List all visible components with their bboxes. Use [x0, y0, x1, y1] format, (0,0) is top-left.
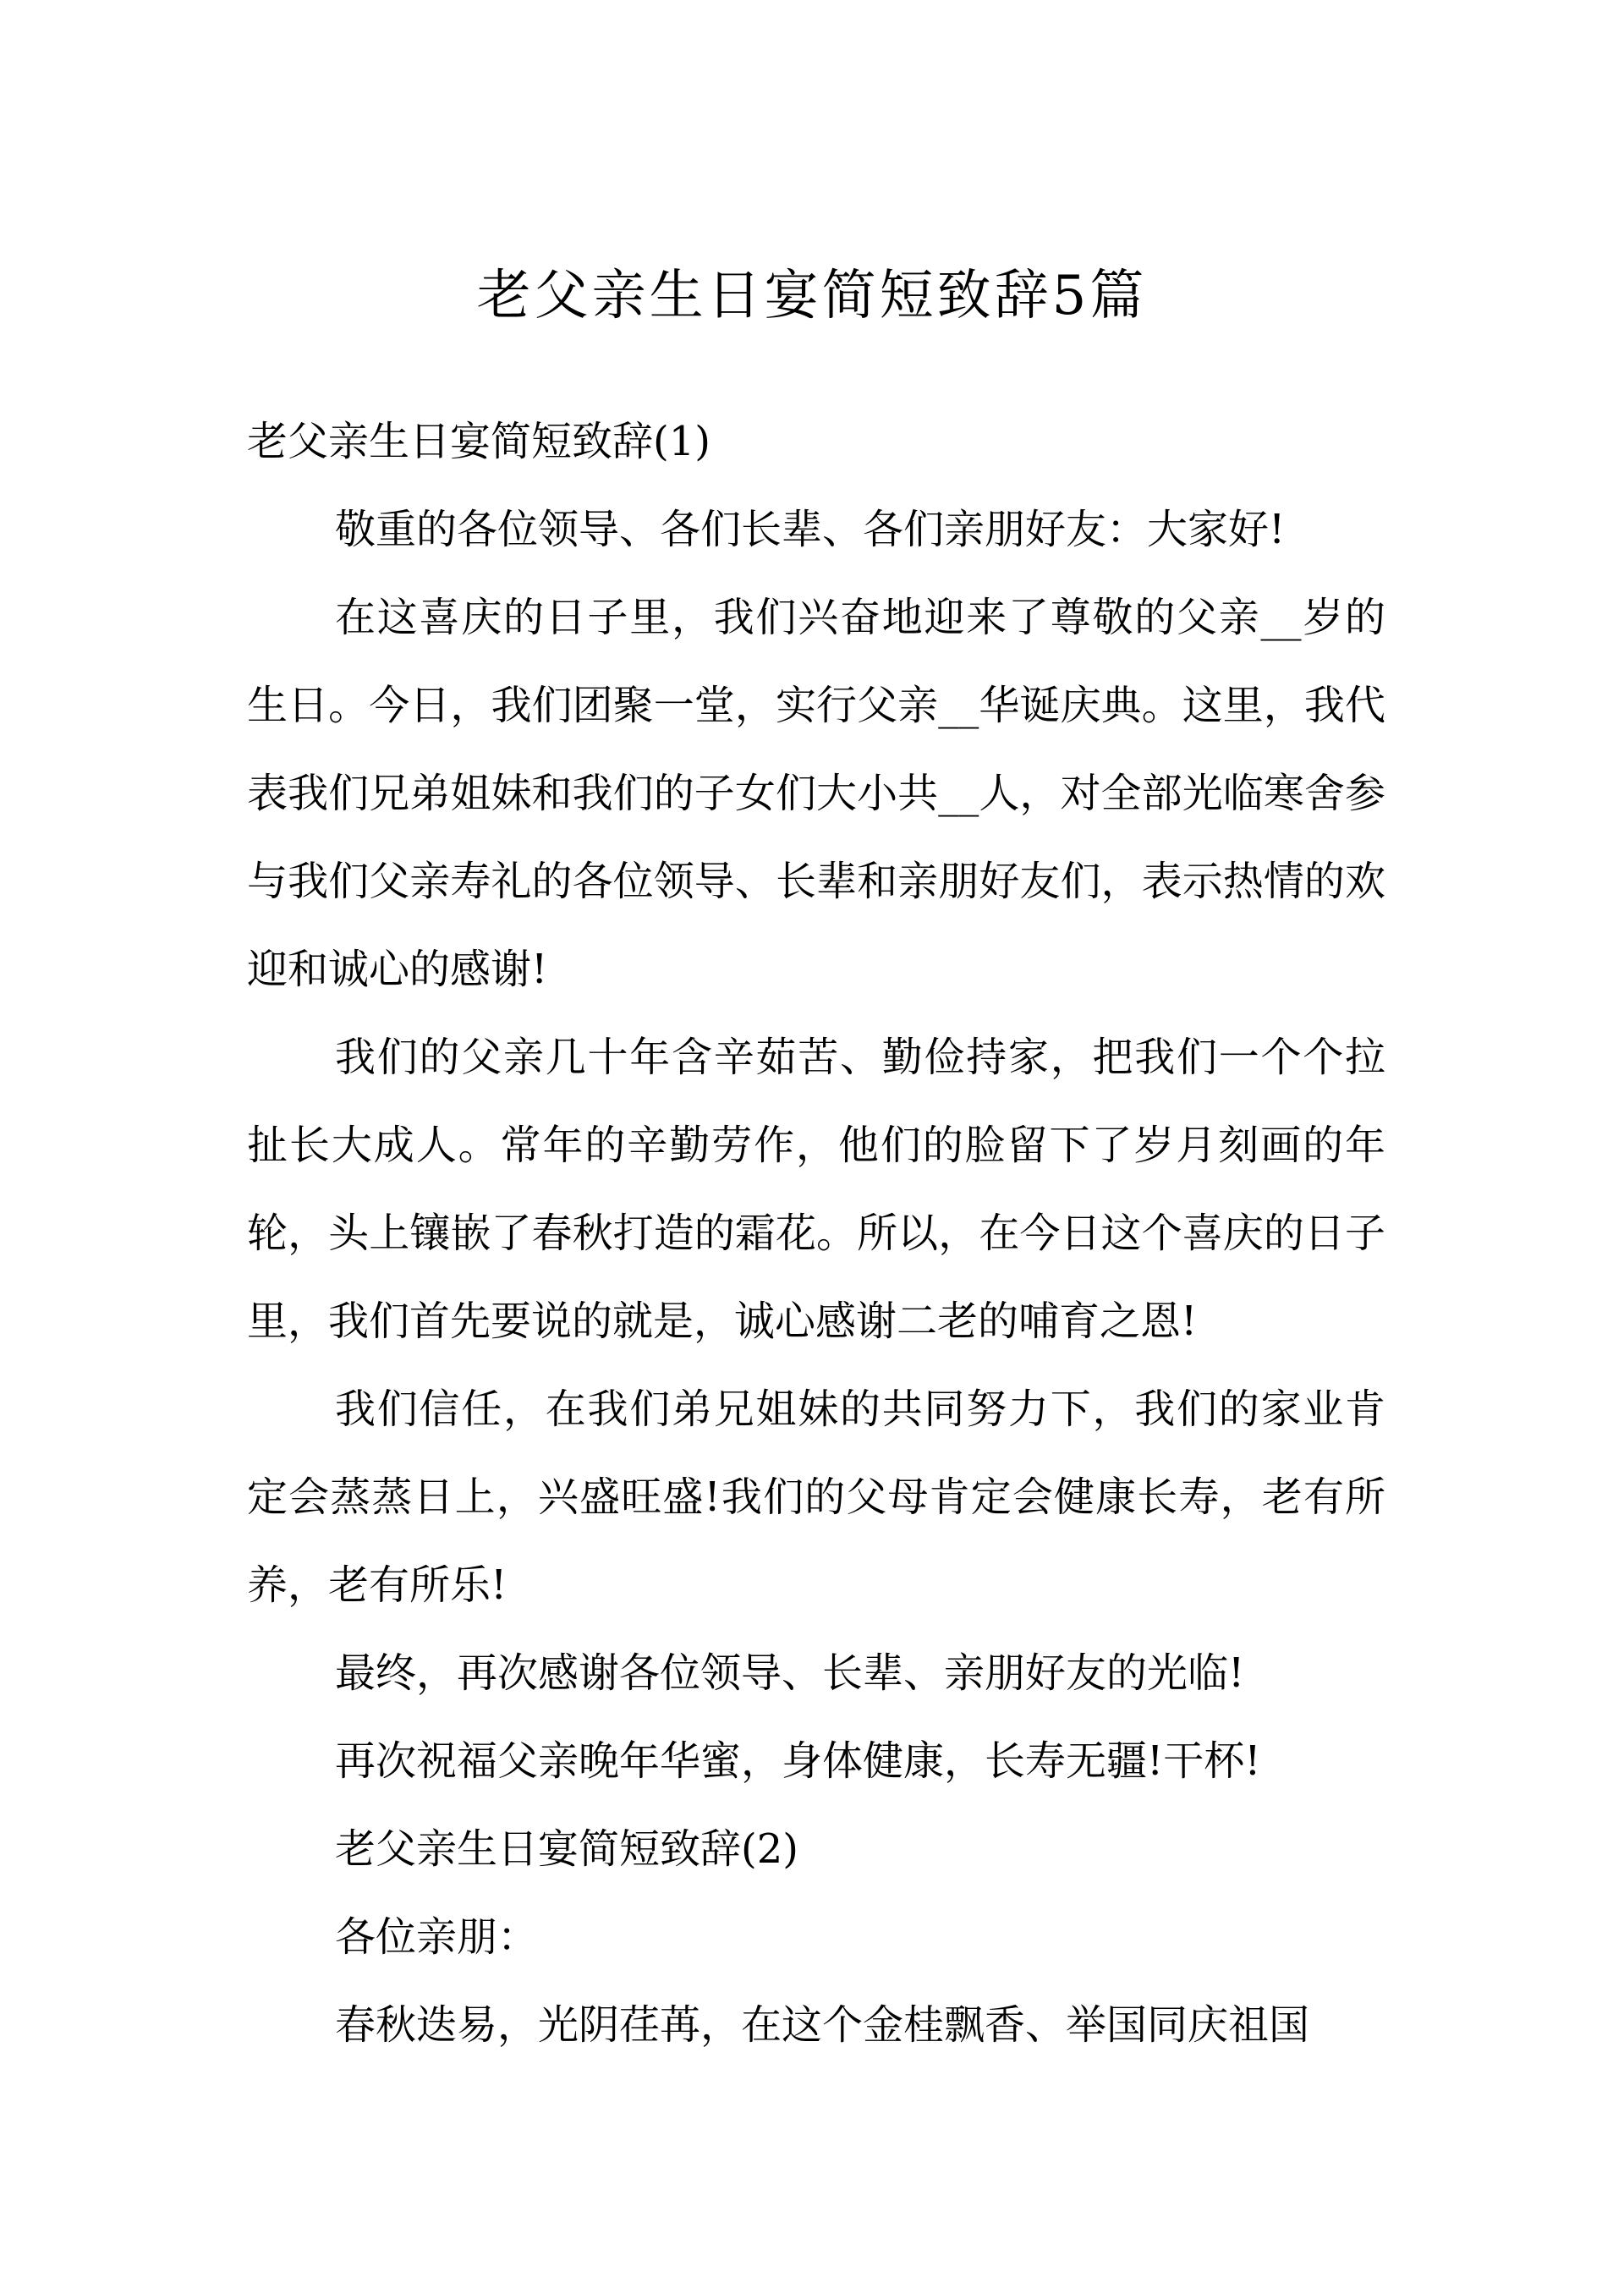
- document-body: [247, 398, 1385, 2069]
- section-heading-1: 老父亲生日宴简短致辞(1): [247, 418, 710, 465]
- paragraph-toast: 再次祝福父亲晚年华蜜，身体健康，长寿无疆!干杯!: [335, 1737, 1261, 1785]
- paragraph-wishes: 我们信任，在我们弟兄姐妹的共同努力下，我们的家业肯定会蒸蒸日上，兴盛旺盛!我们的父母肯定会健康长寿，老有所养，老有所乐!: [247, 1386, 1385, 1609]
- paragraph-salutation: 各位亲朋：: [335, 1913, 539, 1961]
- paragraph-opening: 春秋迭易，光阴荏苒，在这个金桂飘香、举国同庆祖国: [335, 2001, 1310, 2049]
- paragraph-thanks: 最终，再次感谢各位领导、长辈、亲朋好友的光临!: [335, 1649, 1245, 1697]
- paragraph-gratitude: 我们的父亲几十年含辛茹苦、勤俭持家，把我们一个个拉扯长大成人。常年的辛勤劳作，他们的脸留下了岁月刻画的年轮，头上镶嵌了春秋打造的霜花。所以，在今日这个喜庆的日子里，我们首先要说的就是，诚心感谢二老的哺育之恩!: [247, 1034, 1385, 1345]
- section-heading-2: 老父亲生日宴简短致辞(2): [335, 1825, 798, 1873]
- paragraph-greeting: 敬重的各位领导、各们长辈、各们亲朋好友：大家好!: [335, 506, 1286, 553]
- document-title: 老父亲生日宴简短致辞5篇: [476, 265, 1148, 327]
- paragraph-welcome: 在这喜庆的日子里，我们兴奋地迎来了尊敬的父亲__岁的生日。今日，我们团聚一堂，实行父亲__华诞庆典。这里，我代表我们兄弟姐妹和我们的子女们大小共__人，对全部光临寒舍参与我们父亲寿礼的各位领导、长辈和亲朋好友们，表示热情的欢迎和诚心的感谢!: [247, 594, 1385, 993]
